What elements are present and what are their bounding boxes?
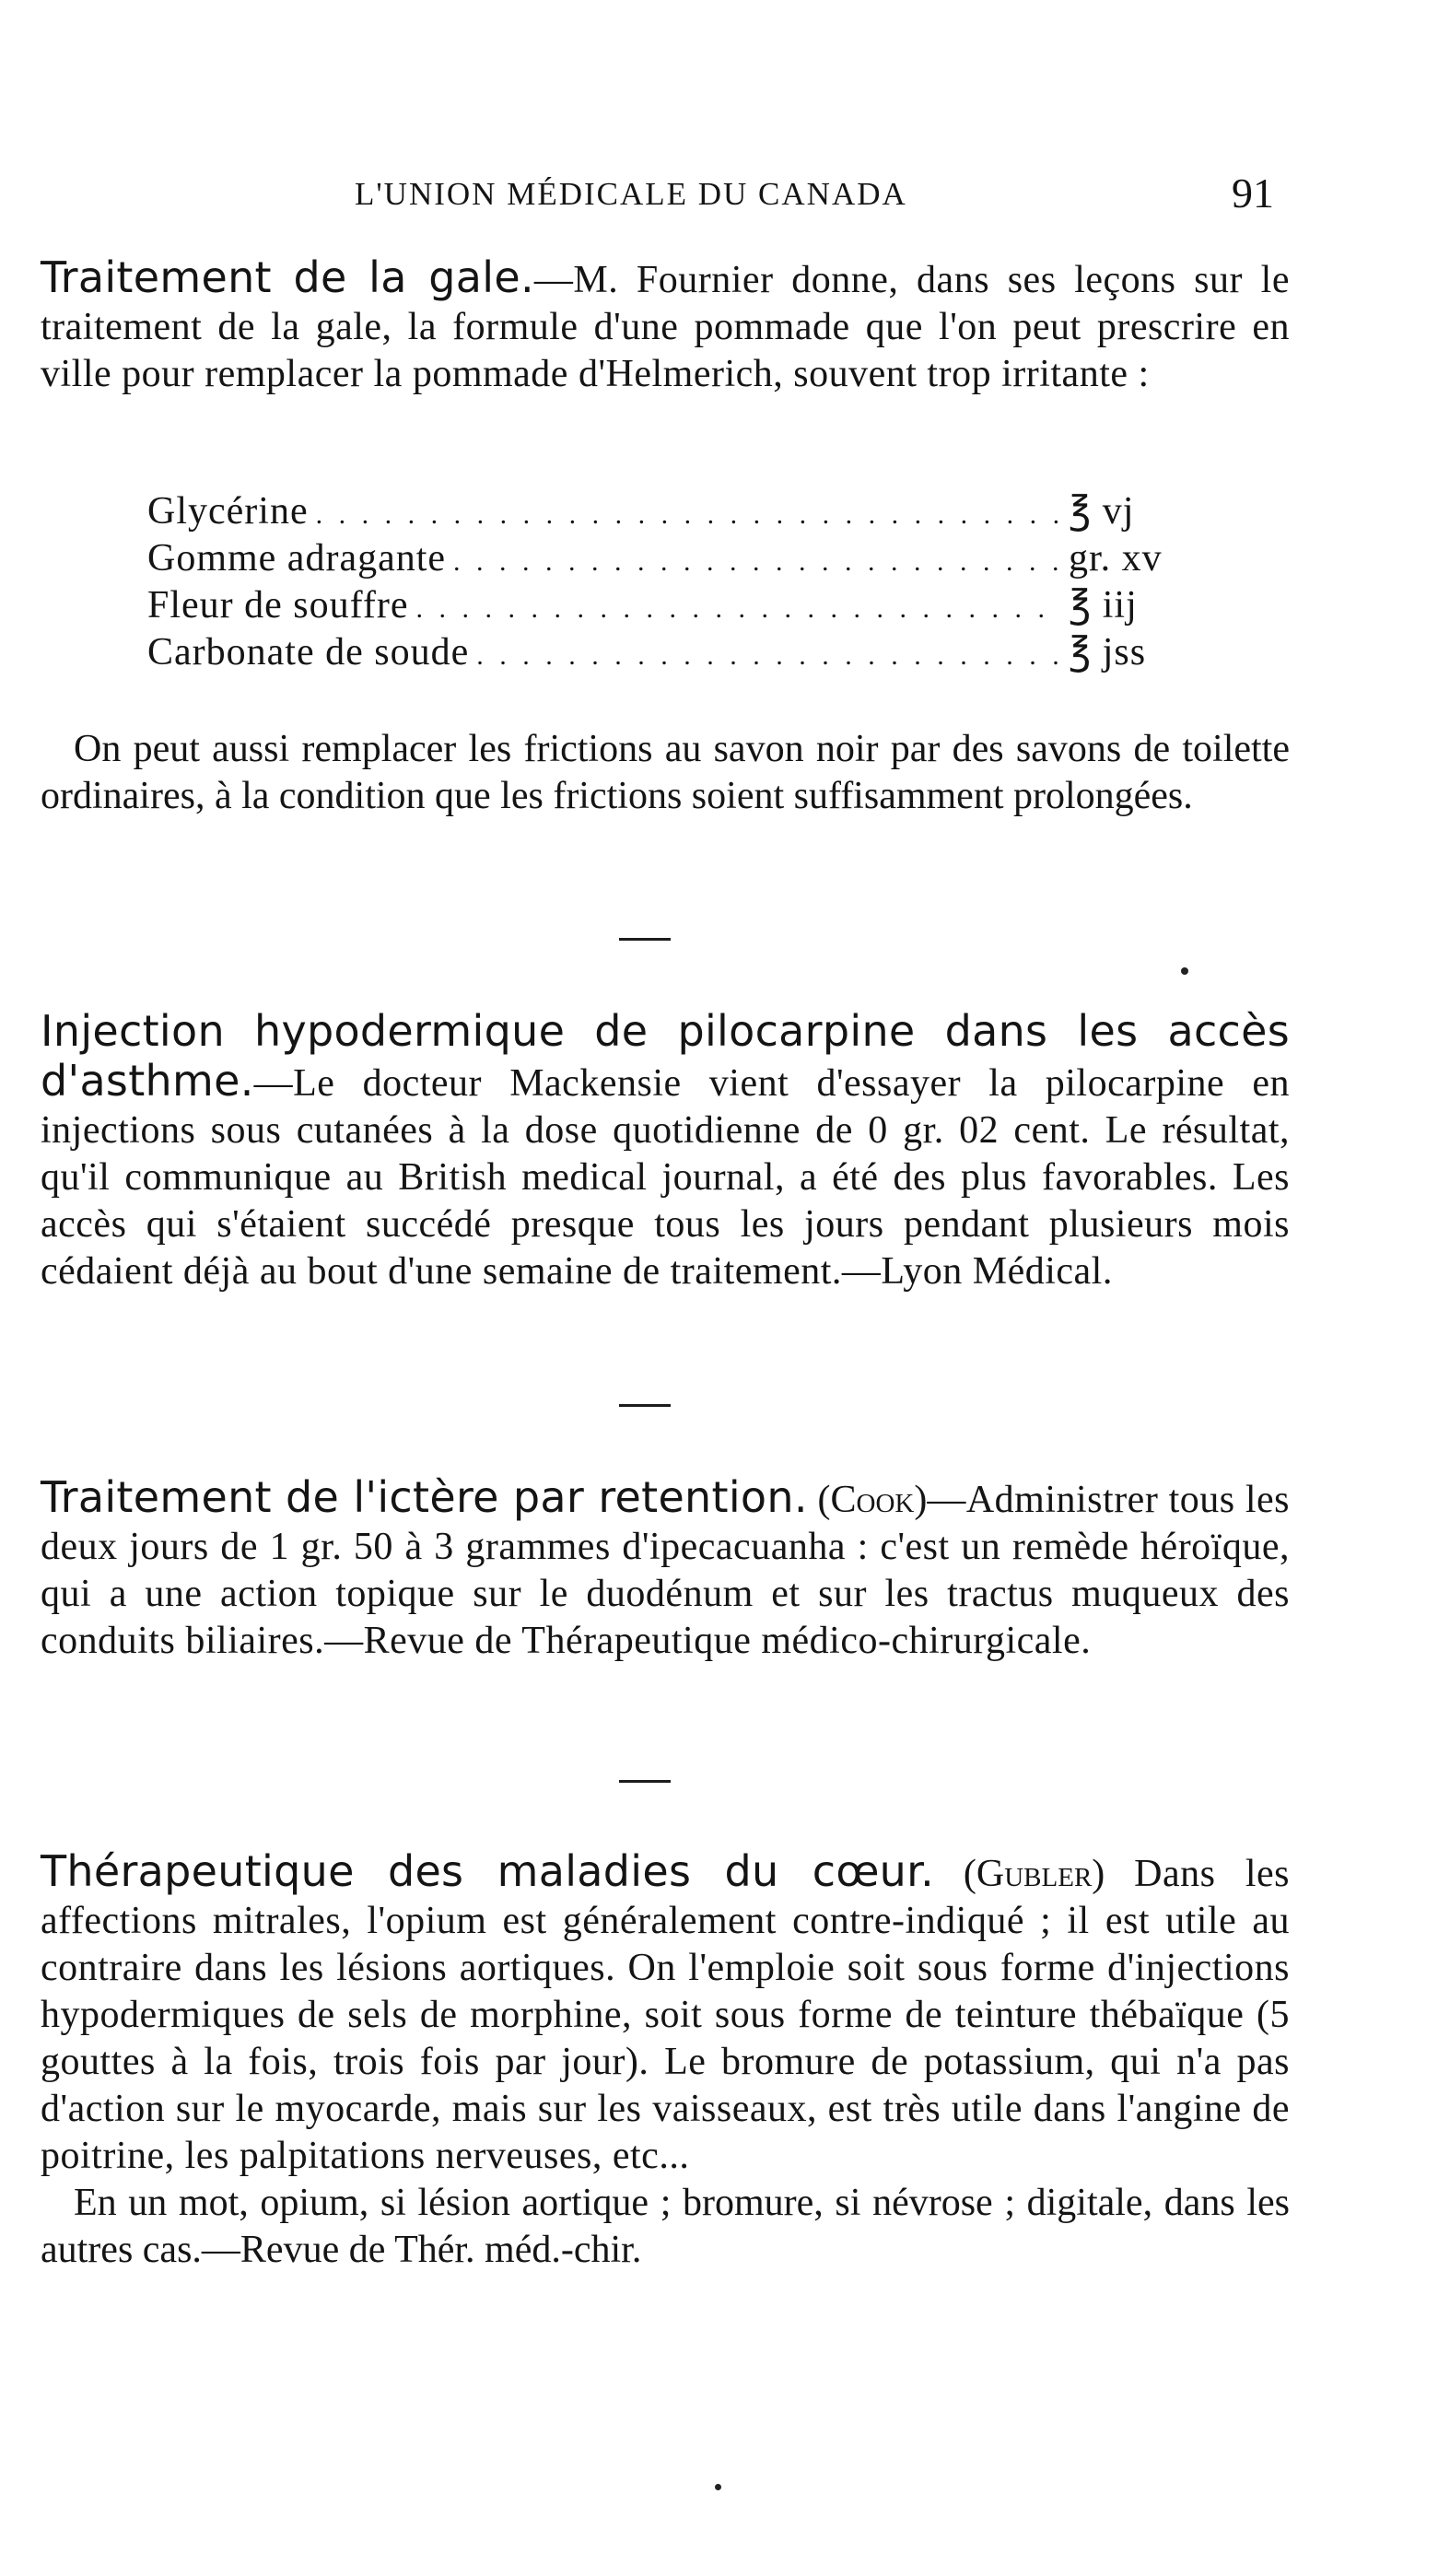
- section-separator: [619, 1780, 671, 1783]
- ingredient-amount: ℥ iij: [1069, 584, 1138, 626]
- running-head: [0, 169, 1438, 224]
- page-number: 91: [1232, 170, 1274, 217]
- article-author: (Cook): [817, 1479, 928, 1521]
- section-separator: [619, 938, 671, 941]
- section-separator: [619, 1404, 671, 1407]
- article-lead: —M. Fournier donne, dans ses leçons sur le traitement de la gale, la formule d'une pommade que l'on peut prescrire en ville pour remplacer la pommade d'Helmerich, souvent trop irritante :: [41, 259, 1290, 395]
- article-text: —Administrer tous les deux jours de 1 gr. 50 à 3 grammes d'ipecacuanha : c'est un remède héroïque, qui a une action topique sur le duodénum et sur les tractus muqueux des conduits biliaires.—Revue de Thérapeutique médico-chirurgicale.: [41, 1479, 1290, 1662]
- dot-leader: [476, 632, 1061, 679]
- article-title: Traitement de la gale.: [41, 252, 534, 302]
- article-coeur: [41, 1848, 1290, 2274]
- article-author: (Gubler): [963, 1853, 1105, 1895]
- dot-leader: [453, 538, 1061, 585]
- article-title: Traitement de l'ictère par retention.: [41, 1472, 808, 1522]
- formula-table: [147, 488, 1198, 676]
- formula-row: [147, 629, 1198, 676]
- ingredient-name: Carbonate de soude: [147, 631, 470, 673]
- article-title: Injection hypodermique de pilocarpine dans les accès d'asthme.: [41, 1006, 1290, 1106]
- article-gale: [41, 254, 1290, 398]
- formula-row: [147, 488, 1198, 535]
- ingredient-amount: ℥ vj: [1069, 490, 1135, 533]
- dot-leader: [415, 585, 1061, 632]
- dot-leader: [316, 491, 1061, 538]
- print-speck: [1181, 967, 1188, 975]
- ingredient-amount: ℥ jss: [1069, 631, 1147, 673]
- article-pilocarpine: [41, 1008, 1290, 1295]
- article-gale-note: [41, 726, 1290, 820]
- ingredient-name: Gomme adragante: [147, 537, 447, 580]
- print-speck: [715, 2484, 721, 2490]
- ingredient-name: Glycérine: [147, 490, 309, 533]
- formula-row: [147, 582, 1198, 629]
- ingredient-name: Fleur de souffre: [147, 584, 409, 626]
- article-text: —Le docteur Mackensie vient d'essayer la pilocarpine en injections sous cutanées à la dose quotidienne de 0 gr. 02 cent. Le résultat, qu'il communique au British medical journal, a été des plus favorables. Les accès qui s'étaient succédé presque tous les jours pendant plusieurs mois cédaient déjà au bout d'une semaine de traitement.—Lyon Médical.: [41, 1062, 1290, 1293]
- article-conclusion: En un mot, opium, si lésion aortique ; bromure, si névrose ; digitale, dans les autres cas.—Revue de Thér. méd.-chir.: [41, 2182, 1290, 2271]
- article-text: Dans les affections mitrales, l'opium est généralement contre-indiqué ; il est utile au contraire dans les lésions aortiques. On l'emploie soit sous forme d'injections hypodermiques de sels de morphine, soit sous forme de teinture thébaïque (5 gouttes à la fois, trois fois par jour). Le bromure de potassium, qui n'a pas d'action sur le myocarde, mais sur les vaisseaux, est très utile dans l'angine de poitrine, les palpitations nerveuses, etc...: [41, 1853, 1290, 2177]
- article-paragraph: On peut aussi remplacer les frictions au savon noir par des savons de toilette ordinaires, à la condition que les frictions soient suffisamment prolongées.: [41, 728, 1290, 817]
- ingredient-amount: gr. xv: [1069, 537, 1163, 580]
- article-title: Thérapeutique des maladies du cœur.: [41, 1846, 935, 1896]
- running-title: L'UNION MÉDICALE DU CANADA: [355, 176, 907, 212]
- article-ictere: [41, 1474, 1290, 1665]
- formula-row: [147, 535, 1198, 582]
